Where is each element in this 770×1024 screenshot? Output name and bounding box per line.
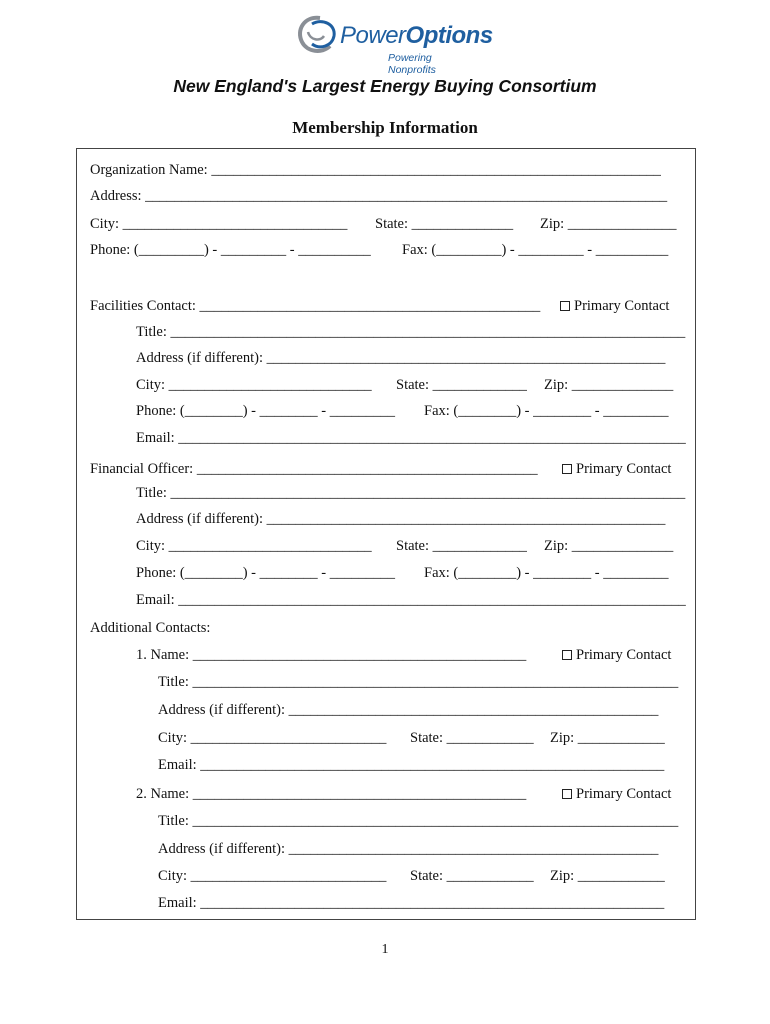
facilities-primary-checkbox[interactable]: Primary Contact — [560, 298, 669, 315]
contact1-title-field[interactable]: Title: ___________________________________________________________________ — [158, 674, 679, 690]
consortium-tagline: New England's Largest Energy Buying Consortium — [173, 76, 597, 96]
financial-phone-field[interactable]: Phone: (________) - ________ - _________ — [136, 565, 395, 581]
contact1-address-field[interactable]: Address (if different): ___________________________________________________ — [158, 702, 659, 718]
financial-title-field[interactable]: Title: _______________________________________________________________________ — [136, 485, 686, 501]
financial-city-field[interactable]: City: ____________________________ — [136, 538, 372, 554]
contact2-email-field[interactable]: Email: ________________________________________________________________ — [158, 895, 665, 911]
checkbox-icon[interactable] — [562, 464, 572, 474]
contact1-name-field[interactable]: 1. Name: ______________________________________________ — [136, 647, 527, 663]
page-title: Membership Information — [292, 118, 478, 137]
contact2-zip-field[interactable]: Zip: ____________ — [550, 868, 665, 884]
facilities-zip-field[interactable]: Zip: ______________ — [544, 377, 674, 393]
address-field[interactable]: Address: ________________________________________________________________________ — [90, 188, 668, 204]
contact1-email-field[interactable]: Email: ________________________________________________________________ — [158, 757, 665, 773]
logo-tagline: Powering Nonprofits — [388, 52, 436, 76]
checkbox-icon[interactable] — [562, 650, 572, 660]
financial-primary-checkbox[interactable]: Primary Contact — [562, 461, 671, 478]
facilities-city-field[interactable]: City: ____________________________ — [136, 377, 372, 393]
contact2-primary-checkbox[interactable]: Primary Contact — [562, 786, 671, 803]
page-number: 1 — [381, 942, 389, 957]
financial-email-field[interactable]: Email: ______________________________________________________________________ — [136, 592, 686, 608]
state-field[interactable]: State: ______________ — [375, 216, 514, 232]
facilities-state-field[interactable]: State: _____________ — [396, 377, 527, 393]
checkbox-icon[interactable] — [560, 301, 570, 311]
city-field[interactable]: City: _______________________________ — [90, 216, 348, 232]
facilities-phone-field[interactable]: Phone: (________) - ________ - _________ — [136, 403, 395, 419]
financial-officer-field[interactable]: Financial Officer: _______________________________________________ — [90, 461, 538, 477]
logo-wordmark: PowerOptions — [340, 22, 493, 49]
facilities-fax-field[interactable]: Fax: (________) - ________ - _________ — [424, 403, 669, 419]
facilities-email-field[interactable]: Email: ______________________________________________________________________ — [136, 430, 686, 446]
organization-name-field[interactable]: Organization Name: ______________________________________________________________ — [90, 162, 661, 178]
financial-address-field[interactable]: Address (if different): _______________________________________________________ — [136, 511, 666, 527]
contact2-address-field[interactable]: Address (if different): ___________________________________________________ — [158, 841, 659, 857]
zip-field[interactable]: Zip: _______________ — [540, 216, 677, 232]
contact2-state-field[interactable]: State: ____________ — [410, 868, 534, 884]
contact1-primary-checkbox[interactable]: Primary Contact — [562, 647, 671, 664]
contact1-city-field[interactable]: City: ___________________________ — [158, 730, 387, 746]
facilities-contact-field[interactable]: Facilities Contact: _______________________________________________ — [90, 298, 541, 314]
fax-field[interactable]: Fax: (_________) - _________ - __________ — [402, 242, 669, 258]
additional-contacts-heading: Additional Contacts: — [90, 620, 211, 636]
logo — [292, 10, 493, 76]
phone-field[interactable]: Phone: (_________) - _________ - __________ — [90, 242, 371, 258]
contact1-zip-field[interactable]: Zip: ____________ — [550, 730, 665, 746]
financial-state-field[interactable]: State: _____________ — [396, 538, 527, 554]
facilities-address-field[interactable]: Address (if different): _______________________________________________________ — [136, 350, 666, 366]
membership-form — [76, 148, 696, 920]
contact2-city-field[interactable]: City: ___________________________ — [158, 868, 387, 884]
financial-zip-field[interactable]: Zip: ______________ — [544, 538, 674, 554]
financial-fax-field[interactable]: Fax: (________) - ________ - _________ — [424, 565, 669, 581]
contact1-state-field[interactable]: State: ____________ — [410, 730, 534, 746]
checkbox-icon[interactable] — [562, 789, 572, 799]
contact2-name-field[interactable]: 2. Name: ______________________________________________ — [136, 786, 527, 802]
contact2-title-field[interactable]: Title: ___________________________________________________________________ — [158, 813, 679, 829]
facilities-title-field[interactable]: Title: _______________________________________________________________________ — [136, 324, 686, 340]
